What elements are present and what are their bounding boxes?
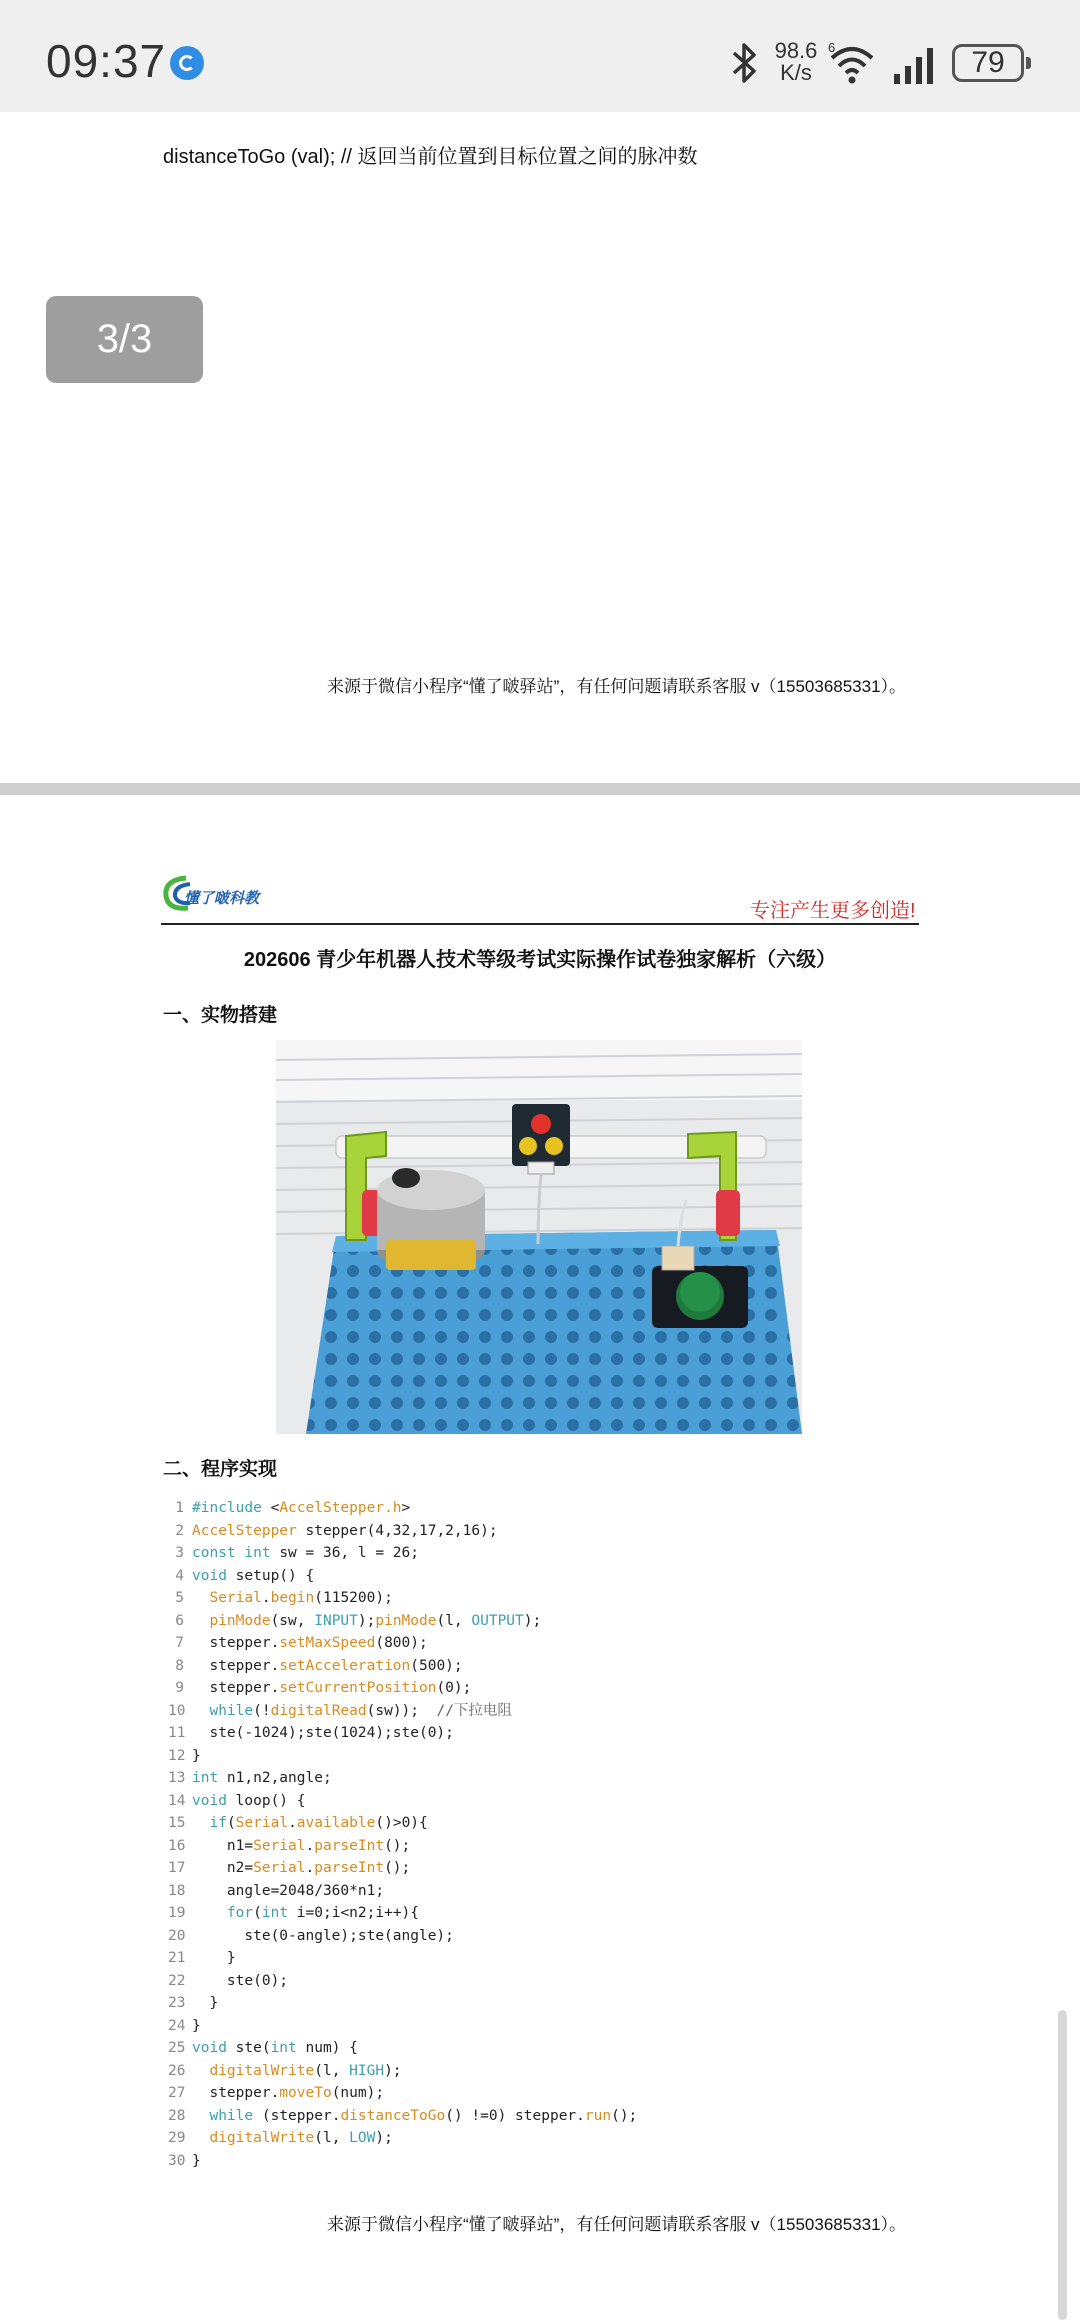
code-line [168, 2127, 637, 2150]
code-text: Serial.begin(115200); [209, 1590, 393, 1606]
code-line [168, 1722, 637, 1745]
code-text: stepper.moveTo(num); [192, 2085, 385, 2101]
line-number: 19 [168, 1905, 186, 1921]
code-line [168, 1745, 637, 1768]
code-line [168, 1677, 637, 1700]
line-number: 8 [175, 1657, 184, 1674]
page-footer: 来源于微信小程序“懂了啵驿站”，有任何问题请联系客服 v（15503685331）。 [327, 2215, 907, 2234]
code-line [168, 1947, 637, 1970]
code-line [168, 1655, 637, 1678]
code-line [168, 1992, 637, 2015]
line-number: 6 [175, 1612, 184, 1629]
line-number: 28 [168, 2107, 186, 2124]
code-line [168, 1835, 637, 1858]
code-line [168, 1610, 637, 1633]
code-text: void setup() { [192, 1567, 315, 1584]
code-text: if(Serial.available()>0){ [209, 1815, 428, 1831]
line-number: 21 [168, 1950, 186, 1966]
code-note: distanceToGo (val); // 返回当前位置到目标位置之间的脉冲数 [163, 146, 698, 168]
code-text: angle=2048/360*n1; [192, 1882, 385, 1899]
code-line [168, 1520, 637, 1543]
code-line [168, 1497, 637, 1520]
code-text: n2=Serial.parseInt(); [192, 1860, 411, 1876]
line-number: 14 [168, 1792, 186, 1809]
line-number: 26 [168, 2062, 186, 2079]
code-text: } [192, 2017, 201, 2034]
code-line [168, 1970, 637, 1993]
code-text: n1=Serial.parseInt(); [192, 1837, 411, 1854]
code-text: stepper.setAcceleration(500); [192, 1657, 463, 1674]
line-number: 9 [175, 1680, 184, 1696]
line-number: 12 [168, 1747, 186, 1764]
line-number: 11 [168, 1725, 186, 1741]
line-number: 7 [175, 1635, 184, 1651]
line-number: 27 [168, 2085, 186, 2101]
slogan: 专注产生更多创造! [750, 900, 916, 922]
code-line [168, 2105, 637, 2128]
header-rule [161, 923, 919, 925]
line-number: 3 [175, 1545, 184, 1561]
line-number: 29 [168, 2130, 186, 2146]
code-line [168, 1857, 637, 1880]
code-text: for(int i=0;i<n2;i++){ [226, 1905, 420, 1921]
code-text: void loop() { [192, 1792, 306, 1809]
code-line [168, 2015, 637, 2038]
code-text: digitalWrite(l, HIGH); [209, 2062, 402, 2079]
line-number: 5 [175, 1590, 184, 1606]
battery-icon [952, 44, 1024, 82]
code-line [168, 1700, 637, 1723]
line-number: 1 [175, 1500, 184, 1516]
code-line [168, 1587, 637, 1610]
code-line [168, 1767, 637, 1790]
code-text: stepper.setCurrentPosition(0); [192, 1680, 472, 1696]
bluetooth-icon [728, 40, 762, 86]
code-line [168, 2060, 637, 2083]
section-heading-build: 一、实物搭建 [163, 1005, 278, 1026]
line-number: 17 [168, 1860, 186, 1876]
line-number: 16 [168, 1837, 186, 1854]
logo-text: 懂了啵科教 [184, 890, 260, 907]
line-number: 15 [168, 1815, 186, 1831]
code-listing [168, 1497, 637, 2172]
code-line [168, 2150, 637, 2173]
code-text: } [192, 2152, 201, 2169]
clock: 09:37 [46, 35, 167, 87]
section-heading-program: 二、程序实现 [163, 1459, 278, 1480]
code-text: stepper.setMaxSpeed(800); [192, 1635, 428, 1651]
code-text: } [192, 1950, 236, 1966]
code-text: int n1,n2,angle; [192, 1770, 332, 1786]
code-line [168, 2037, 637, 2060]
code-text: ste(-1024);ste(1024);ste(0); [192, 1725, 454, 1741]
document-title: 202606 青少年机器人技术等级考试实际操作试卷独家解析（六级） [243, 949, 837, 971]
code-line [168, 1902, 637, 1925]
page-divider [0, 783, 1080, 795]
line-number: 2 [175, 1522, 184, 1539]
line-number: 10 [168, 1702, 186, 1719]
page-footer: 来源于微信小程序“懂了啵驿站”，有任何问题请联系客服 v（15503685331）。 [327, 677, 907, 696]
code-line [168, 1880, 637, 1903]
code-line [168, 1812, 637, 1835]
build-photo [276, 1040, 802, 1434]
line-number: 25 [168, 2040, 186, 2056]
code-line [168, 1565, 637, 1588]
status-bar [0, 0, 1080, 112]
code-text: } [192, 1747, 201, 1764]
code-text: AccelStepper stepper(4,32,17,2,16); [192, 1522, 498, 1539]
wifi-icon [828, 42, 876, 86]
line-number: 22 [168, 1972, 186, 1989]
battery-level: 79 [971, 46, 1005, 79]
line-number: 13 [168, 1770, 186, 1786]
code-text: #include <AccelStepper.h> [192, 1500, 411, 1516]
line-number: 23 [168, 1995, 186, 2011]
wifi-badge: 6 [828, 42, 836, 55]
code-text: ste(0); [192, 1972, 289, 1989]
code-text: void ste(int num) { [192, 2040, 358, 2056]
code-text: digitalWrite(l, LOW); [209, 2130, 393, 2146]
code-text: pinMode(sw, INPUT);pinMode(l, OUTPUT); [209, 1612, 542, 1629]
signal-icon [894, 48, 936, 84]
line-number: 30 [168, 2152, 186, 2169]
network-speed: 98.6 K/s [774, 38, 818, 85]
code-text: const int sw = 36, l = 26; [192, 1545, 419, 1561]
line-number: 24 [168, 2017, 186, 2034]
code-text: while (stepper.distanceToGo() !=0) stepper.run(); [209, 2107, 638, 2124]
line-number: 20 [168, 1927, 186, 1944]
app-notification-icon [170, 46, 204, 80]
code-line [168, 1632, 637, 1655]
code-text: while(!digitalRead(sw)); //下拉电阻 [209, 1702, 512, 1719]
code-line [168, 1925, 637, 1948]
code-line [168, 1790, 637, 1813]
line-number: 4 [175, 1567, 184, 1584]
code-line [168, 2082, 637, 2105]
page-indicator: 3/3 [46, 296, 203, 383]
code-line [168, 1542, 637, 1565]
scrollbar-thumb[interactable] [1058, 2010, 1067, 2320]
code-text: } [192, 1995, 219, 2011]
line-number: 18 [168, 1882, 186, 1899]
code-text: ste(0-angle);ste(angle); [192, 1927, 454, 1944]
